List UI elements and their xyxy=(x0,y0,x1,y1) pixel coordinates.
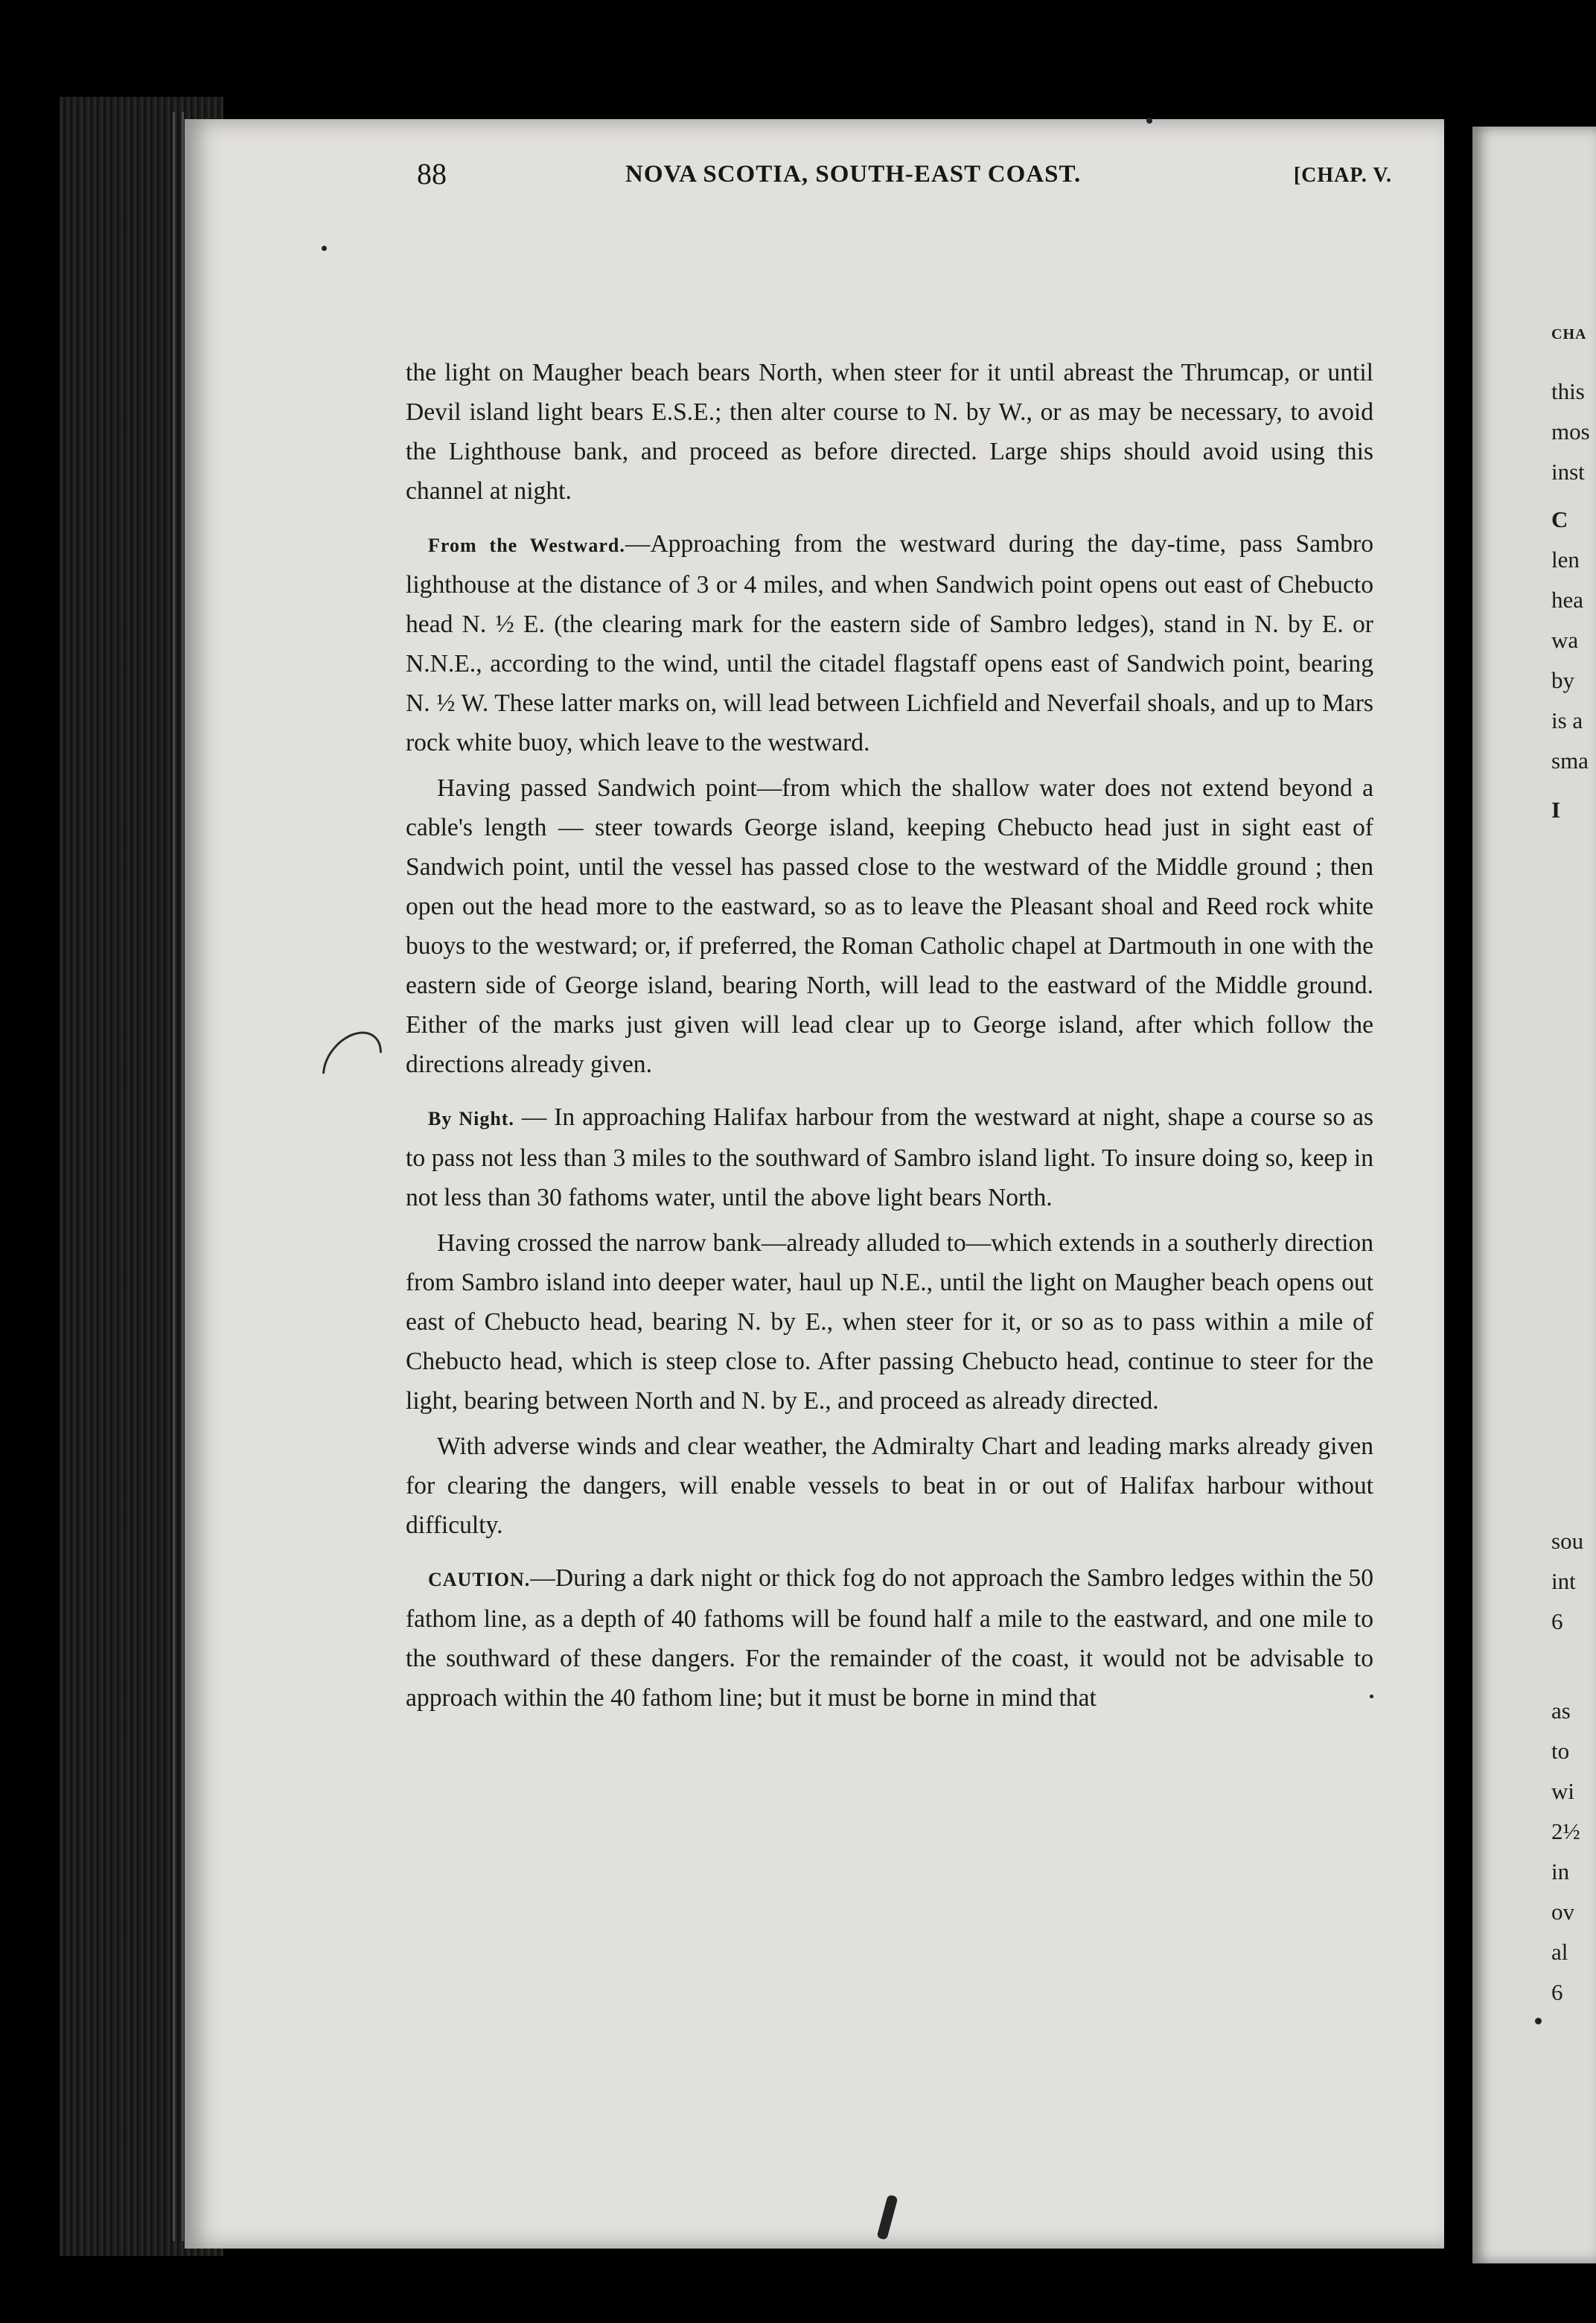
facing-page-fragment: hea xyxy=(1551,587,1584,613)
paragraph xyxy=(406,524,1373,762)
facing-page-fragment: I xyxy=(1551,797,1561,823)
facing-page-fragment: 6 xyxy=(1551,1979,1563,2005)
paragraph xyxy=(406,353,1373,511)
facing-page-fragment: C xyxy=(1551,506,1568,532)
chapter-reference: [CHAP. V. xyxy=(1293,164,1392,187)
facing-page-fragment: to xyxy=(1551,1738,1570,1764)
section-lead-heading: From the Westward. xyxy=(428,535,625,556)
facing-page-fragment: this xyxy=(1551,378,1585,404)
scan-speck xyxy=(1370,1695,1373,1698)
page-number: 88 xyxy=(417,157,447,191)
paragraph xyxy=(406,1097,1373,1217)
scan-speck xyxy=(1535,2018,1542,2024)
facing-page-fragment: 2½ xyxy=(1551,1818,1580,1844)
paragraph xyxy=(406,1427,1373,1545)
facing-page-edge xyxy=(1472,127,1596,2263)
facing-page-fragment: 6 xyxy=(1551,1608,1563,1634)
section-lead-heading: CAUTION. xyxy=(428,1569,531,1590)
facing-page-fragment: sma xyxy=(1551,748,1589,774)
facing-page-fragment: int xyxy=(1551,1568,1576,1594)
page-edge-line xyxy=(182,112,184,2241)
paragraph-text: — In approaching Halifax harbour from the westward at night, shape a course so as to pass not less than 3 miles to the southward of Sambro island light. To insure doing so, keep in not less than 30 fathoms water, until the above light bears North. xyxy=(406,1103,1373,1211)
facing-page-fragment: in xyxy=(1551,1858,1570,1884)
paragraph-text: Having crossed the narrow bank—already alluded to—which extends in a southerly direction from Sambro island into deeper water, haul up N.E., until the light on Maugher beach opens out east of Chebucto head, bearing N. by E., when steer for it, or so as to pass within a mile of Chebucto head, which is steep close to. After passing Chebucto head, continue to steer for the light, bearing between North and N. by E., and proceed as already directed. xyxy=(406,1229,1373,1415)
paragraph-text: the light on Maugher beach bears North, when steer for it until abreast the Thrumcap, or until Devil island light bears E.S.E.; then alter course to N. by W., or as may be necessary, to avoid the Lighthouse bank, and proceed as before directed. Large ships should avoid using this channel at night. xyxy=(406,359,1373,505)
facing-page-fragment: wa xyxy=(1551,627,1579,653)
page-edge-line xyxy=(173,112,175,2241)
paragraph-text: Having passed Sandwich point—from which the shallow water does not extend beyond a cable's length — steer towards George island, keeping Chebucto head just in sight east of Sandwich point, until the vessel has passed close to the westward of the Middle ground ; then open out the head more to the eastward, so as to leave the Pleasant shoal and Reed rock white buoys to the westward; or, if preferred, the Roman Catholic chapel at Dartmouth in one with the eastern side of George island, bearing North, will lead to the eastward of the Middle ground. Either of the marks just given will lead clear up to George island, after which follow the directions already given. xyxy=(406,774,1373,1078)
facing-page-fragment: by xyxy=(1551,667,1574,693)
facing-page-fragment: ov xyxy=(1551,1899,1574,1925)
scan-speck xyxy=(1146,118,1152,124)
paragraph-text: —Approaching from the westward during the day-time, pass Sambro lighthouse at the distance of 3 or 4 miles, and when Sandwich point opens out east of Chebucto head N. ½ E. (the clearing mark for the eastern side of Sambro ledges), stand in N. by E. or N.N.E., according to the wind, until the citadel flagstaff opens east of Sandwich point, bearing N. ½ W. These latter marks on, will lead between Lichfield and Neverfail shoals, and up to Mars rock white buoy, which leave to the westward. xyxy=(406,530,1373,756)
facing-page-fragment: is a xyxy=(1551,707,1583,733)
section-lead-heading: By Night. xyxy=(428,1108,514,1129)
facing-page-fragment: inst xyxy=(1551,459,1585,485)
facing-page-fragment: CHA xyxy=(1551,326,1587,342)
paragraph xyxy=(406,1223,1373,1421)
facing-page-fragment: wi xyxy=(1551,1778,1574,1804)
facing-page-fragment: len xyxy=(1551,547,1580,573)
facing-page-fragment: sou xyxy=(1551,1528,1584,1554)
scan-speck xyxy=(322,246,327,251)
paragraph-text: With adverse winds and clear weather, the Admiralty Chart and leading marks already given for clearing the dangers, will enable vessels to beat in or out of Halifax harbour without difficulty. xyxy=(406,1433,1373,1539)
page-header xyxy=(417,156,1392,201)
paragraph xyxy=(406,1558,1373,1718)
facing-page-fragment: mos xyxy=(1551,418,1590,444)
facing-page-fragment: al xyxy=(1551,1939,1568,1965)
paragraph-text: —During a dark night or thick fog do not approach the Sambro ledges within the 50 fathom line, as a depth of 40 fathoms will be found half a mile to the eastward, and one mile to the southward of these dangers. For the remainder of the coast, it would not be advisable to approach within the 40 fathom line; but it must be borne in mind that xyxy=(406,1564,1373,1712)
paragraph xyxy=(406,768,1373,1084)
facing-page-fragment: as xyxy=(1551,1698,1571,1724)
running-title: NOVA SCOTIA, SOUTH-EAST COAST. xyxy=(625,161,1082,188)
body-text xyxy=(406,353,1373,1718)
